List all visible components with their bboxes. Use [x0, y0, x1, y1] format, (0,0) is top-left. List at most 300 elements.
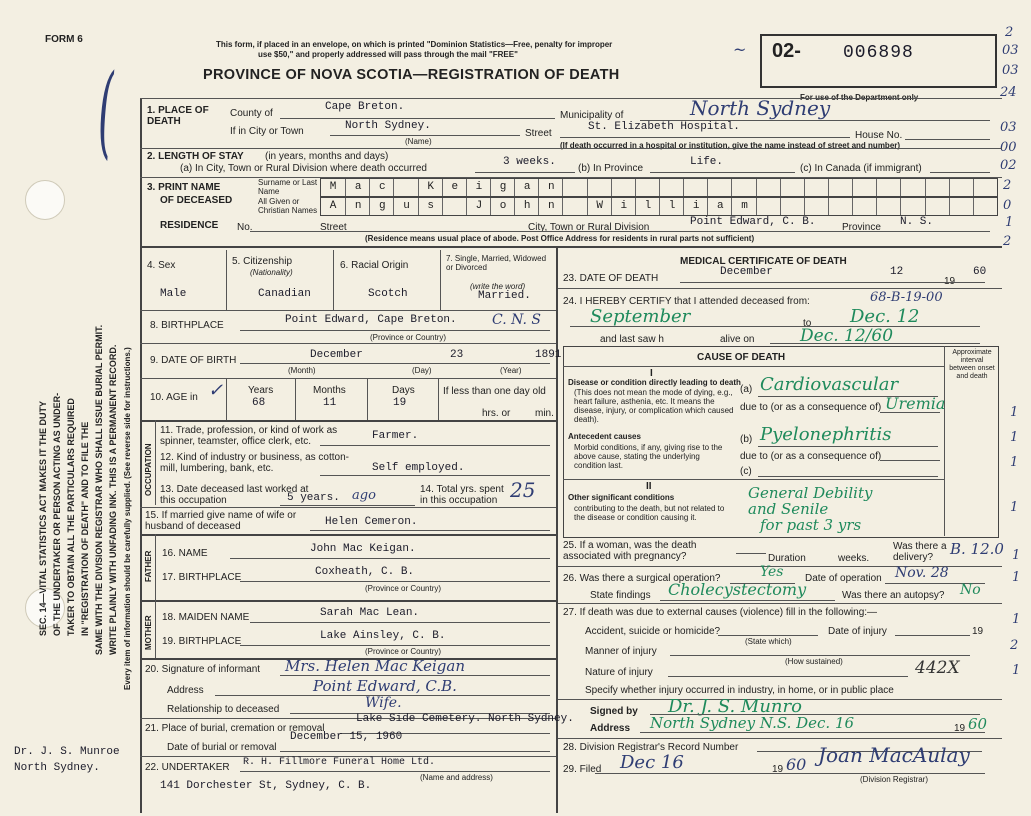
surname-cell — [925, 179, 950, 196]
rule — [280, 118, 555, 119]
rule — [240, 363, 550, 364]
occupation-section-label: OCCUPATION — [144, 443, 153, 496]
surname-cell — [587, 179, 612, 196]
signed-hand: Dr. J. S. Munro — [668, 696, 802, 717]
rule — [140, 148, 1002, 149]
hospital-note: (If death occurred in a hospital or institution, give the name instead of street and number) — [560, 141, 901, 150]
age-years: 68 — [252, 397, 266, 409]
given-label: All Given or Christian Names — [258, 197, 318, 215]
other-conditions-label: Other significant conditions — [568, 493, 675, 502]
cause-a-hand: Cardiovascular — [760, 374, 899, 395]
surname-cell — [635, 179, 660, 196]
house-label: House No. — [855, 130, 903, 141]
margin-code-13: 1 — [1010, 430, 1019, 445]
trade-label: 11. Trade, profession, or kind of work as spinner, teamster, office clerk, etc. — [160, 425, 338, 447]
hrs-label: hrs. or — [482, 408, 511, 419]
margin-code-7: 02 — [1000, 158, 1017, 173]
lastworked-hand: ago — [352, 488, 376, 503]
residence-note: (Residence means usual place of abode. Post Office Address for residents in rural parts not sufficient) — [365, 234, 755, 243]
death-date-label: 23. DATE OF DEATH — [563, 273, 659, 284]
given-cell: l — [635, 198, 660, 215]
county-value: Cape Breton. — [325, 101, 405, 113]
surname-cell — [780, 179, 805, 196]
delivery-hand: B. 12.0 — [950, 540, 1004, 558]
given-cell: m — [731, 198, 756, 215]
margin-code-15: 1 — [1010, 500, 1019, 515]
death-year-prefix: 19 — [944, 276, 956, 287]
informant-address: Point Edward, C.B. — [313, 677, 457, 695]
due-to-2: due to (or as a consequence of) — [740, 451, 882, 462]
column-divider — [556, 246, 558, 813]
surname-cell: M — [329, 181, 337, 193]
rule — [240, 645, 550, 646]
birthplace-caption: (Province or Country) — [370, 333, 447, 342]
undertaker-name: R. H. Fillmore Funeral Home Ltd. — [243, 757, 436, 768]
findings-label: State findings — [590, 590, 651, 601]
margin-code-5: 03 — [1000, 120, 1017, 135]
less-than-day-label: If less than one day old — [443, 386, 546, 397]
surname-cell: e — [442, 179, 467, 196]
surname-cell: a — [345, 179, 370, 196]
place-of-death-label: 1. PLACE OF DEATH — [147, 105, 209, 127]
lastworked-value: 5 years. — [287, 492, 340, 504]
street-label: Street — [525, 128, 552, 139]
antecedent-note: Morbid conditions, if any, giving rise to the above cause, stating the underlying condition last. — [574, 443, 723, 470]
given-cell — [442, 198, 467, 215]
city-name-caption: (Name) — [405, 137, 432, 146]
surname-cell — [756, 179, 781, 196]
rule — [736, 553, 766, 554]
given-cell — [852, 198, 877, 215]
cause-b-label: (b) — [740, 434, 753, 445]
attended-to-label: to — [803, 318, 812, 329]
duration-label: Duration — [768, 553, 806, 564]
registrar-caption: (Division Registrar) — [860, 775, 929, 784]
how-caption: (How sustained) — [785, 657, 843, 666]
surname-cell — [949, 179, 974, 196]
occupation-bracket — [155, 420, 156, 505]
residence-province: N. S. — [900, 216, 934, 228]
rule — [250, 622, 550, 623]
municipality-label: Municipality of — [560, 110, 624, 121]
injury-year-prefix: 19 — [972, 626, 984, 637]
specify-label: Specify whether injury occurred in industry, in home, or in public place — [585, 685, 894, 696]
given-cell: l — [659, 198, 684, 215]
given-cell: i — [611, 198, 636, 215]
citizenship-sub: (Nationality) — [250, 268, 293, 277]
due-to-1: due to (or as a consequence of) — [740, 402, 882, 413]
surname-cell — [828, 179, 853, 196]
margin-code-19: 2 — [1010, 638, 1019, 653]
relationship-value: Wife. — [365, 695, 402, 711]
surname-cell — [900, 179, 925, 196]
residence-city-label: City, Town or Rural Division — [528, 222, 650, 233]
surname-cell — [804, 179, 829, 196]
marital-value: Married. — [478, 290, 531, 302]
undertaker-label: 22. UNDERTAKER — [145, 762, 230, 773]
mother-caption: (Province or Country) — [365, 647, 442, 656]
op-date-label: Date of operation — [805, 573, 882, 584]
margin-code-1: 2 — [1005, 25, 1014, 40]
given-cell: n — [538, 198, 563, 215]
envelope-note-1: This form, if placed in an envelope, on which is printed "Dominion Statistics—Free, penalty for improper — [216, 40, 613, 49]
side-notice-1: SEC. 14—VITAL STATISTICS ACT MAKES IT THE DUTY — [38, 400, 48, 636]
margin-code-12: 1 — [1010, 405, 1019, 420]
autopsy-hand: No — [960, 582, 981, 598]
surname-letter-grid — [320, 178, 998, 197]
mother-birthplace-label: 19. BIRTHPLACE — [162, 636, 242, 647]
residence-province-label: Province — [842, 222, 881, 233]
death-day: 12 — [890, 266, 904, 278]
rule — [438, 378, 439, 420]
relationship-label: Relationship to deceased — [167, 704, 280, 715]
surname-cell — [393, 179, 418, 196]
q27-label: 27. If death was due to external causes (violence) fill in the following:— — [563, 607, 878, 618]
birthplace-label: 8. BIRTHPLACE — [150, 320, 224, 331]
state-which-caption: (State which) — [745, 637, 792, 646]
surname-cell — [683, 179, 708, 196]
rule — [240, 330, 550, 331]
side-notice-3: TAKER TO OBTAIN ALL THE PARTICULARS REQUIRED — [66, 398, 76, 636]
age-years-label: Years — [248, 385, 274, 396]
physician-stamp-1: Dr. J. S. Munroe — [14, 746, 120, 758]
surname-cell: c — [369, 179, 394, 196]
racial-value: Scotch — [368, 288, 408, 300]
industry-label: 12. Kind of industry or business, as cotton-mill, lumbering, bank, etc. — [160, 452, 349, 474]
rule — [226, 378, 227, 420]
surname-label: Surname or Last Name — [258, 178, 318, 196]
rule — [295, 378, 296, 420]
op-date-hand: Nov. 28 — [895, 565, 949, 581]
surname-cell — [707, 179, 732, 196]
cause-b-hand: Pyelonephritis — [760, 424, 892, 445]
surname-cell: i — [466, 179, 491, 196]
sex-value: Male — [160, 288, 187, 300]
city-value: North Sydney. — [345, 120, 431, 132]
alive-on-label: alive on — [720, 334, 755, 345]
total-years-hand: 25 — [510, 478, 536, 502]
citizenship-value: Canadian — [258, 288, 311, 300]
q26-hand: Yes — [760, 564, 784, 580]
dept-use-label: For use of the Department only — [800, 93, 919, 102]
industry-value: Self employed. — [372, 462, 465, 474]
physician-stamp-2: North Sydney. — [14, 762, 100, 774]
margin-code-17: 1 — [1012, 570, 1021, 585]
trade-value: Farmer. — [372, 430, 419, 442]
undertaker-address: 141 Dorchester St, Sydney, C. B. — [160, 780, 372, 792]
last-saw-label: and last saw h — [600, 334, 664, 345]
rule — [140, 534, 556, 536]
rule — [140, 246, 1002, 248]
given-cell: W — [587, 198, 612, 215]
rule — [250, 231, 990, 232]
given-cell — [925, 198, 950, 215]
punch-hole-top — [25, 180, 65, 220]
surname-cell — [973, 179, 998, 196]
side-notice-2: OF THE UNDERTAKER OR PERSON ACTING AS UNDER- — [52, 392, 62, 636]
margin-code-8: 2 — [1003, 178, 1012, 193]
disease-note: (This does not mean the mode of dying, e.g., heart failure, asthenia, etc. It means the disease, injury, or complication which caused death). — [574, 388, 734, 424]
surname-cell: K — [418, 179, 443, 196]
rule — [140, 310, 556, 311]
county-label: County of — [230, 108, 273, 119]
rule — [560, 137, 850, 138]
age-months: 11 — [323, 397, 337, 409]
margin-code-6: 00 — [1000, 140, 1017, 155]
rule — [758, 446, 938, 447]
informant-signature: Mrs. Helen Mac Keigan — [285, 657, 465, 675]
rule — [558, 738, 1002, 739]
rule — [930, 172, 990, 173]
attended-from-hand: September — [590, 306, 691, 327]
filed-year-prefix: 19 — [772, 764, 784, 775]
q26-label: 26. Was there a surgical operation? — [563, 573, 721, 584]
attended-to-hand: Dec. 12 — [850, 306, 920, 327]
filed-year-hand: 60 — [786, 755, 807, 774]
last-saw-hand: Dec. 12/60 — [800, 326, 894, 346]
given-cell: A — [329, 200, 337, 212]
surname-cell: a — [514, 179, 539, 196]
age-label: 10. AGE in — [150, 392, 198, 403]
surname-cell: n — [538, 179, 563, 196]
marital-sub: (write the word) — [470, 282, 526, 291]
other-hand-2: and Senile — [748, 500, 829, 518]
informant-sig-label: 20. Signature of informant — [145, 664, 261, 675]
burial-place: Lake Side Cemetery. North Sydney. — [356, 713, 574, 725]
margin-code-16: 1 — [1012, 548, 1021, 563]
other-conditions-note: contributing to the death, but not related to the disease or condition causing it. — [574, 504, 725, 522]
birthplace-value: Point Edward, Cape Breton. — [285, 314, 457, 326]
given-cell: g — [369, 198, 394, 215]
margin-code-20: 1 — [1012, 663, 1021, 678]
reg-prefix: 02- — [772, 40, 801, 62]
dob-day-caption: (Day) — [412, 366, 432, 375]
rule — [880, 412, 940, 413]
given-cell: J — [466, 198, 491, 215]
dob-month-caption: (Month) — [288, 366, 316, 375]
rule — [660, 600, 835, 601]
q25-label: 25. If a woman, was the death associated with pregnancy? — [563, 540, 697, 562]
given-cell: s — [418, 198, 443, 215]
margin-code-3: 03 — [1002, 63, 1019, 78]
q29-label: 29. Filed — [563, 764, 602, 775]
rule — [333, 250, 334, 310]
rule — [563, 479, 944, 480]
address-year-prefix: 19 — [954, 723, 966, 734]
age-check: ✓ — [208, 380, 224, 401]
cause-heading: CAUSE OF DEATH — [697, 352, 786, 363]
envelope-note-2: use $50," and properly addressed will pass through the mail "FREE" — [258, 50, 518, 59]
rule — [230, 558, 550, 559]
burial-date: December 15, 1960 — [290, 731, 403, 743]
cause-c-label: (c) — [740, 466, 752, 477]
mother-maiden-label: 18. MAIDEN NAME — [162, 612, 250, 623]
given-cell — [756, 198, 781, 215]
interval-heading: Approximate interval between onset and death — [949, 349, 995, 380]
rule — [758, 476, 938, 477]
margin-code-18: 1 — [1012, 612, 1021, 627]
margin-code-14: 1 — [1010, 455, 1019, 470]
margin-code-11: 2 — [1003, 234, 1012, 249]
rule — [140, 420, 556, 422]
given-cell — [780, 198, 805, 215]
given-cell: n — [345, 198, 370, 215]
undertaker-caption: (Name and address) — [420, 773, 493, 782]
side-pen-mark: ( — [98, 55, 114, 171]
part-one-label: I — [650, 368, 653, 379]
dob-month: December — [310, 349, 363, 361]
autopsy-label: Was there an autopsy? — [842, 590, 945, 601]
rule — [367, 378, 368, 420]
disease-label: Disease or condition directly leading to death — [568, 378, 741, 387]
interval-divider — [944, 346, 945, 536]
burial-date-label: Date of burial or removal — [167, 742, 277, 753]
father-bracket — [155, 534, 156, 600]
print-name-label-1: 3. PRINT NAME — [147, 182, 221, 193]
delivery-label: Was there a delivery? — [893, 541, 947, 563]
municipality-hand: North Sydney — [690, 96, 831, 120]
other-hand-3: for past 3 yrs — [760, 516, 862, 534]
given-cell: h — [514, 198, 539, 215]
rule — [140, 378, 556, 379]
sex-label: 4. Sex — [147, 260, 176, 271]
q28-label: 28. Division Registrar's Record Number — [563, 742, 739, 753]
rule — [280, 675, 550, 676]
dob-day: 23 — [450, 349, 464, 361]
lastworked-label: 13. Date deceased last worked at this occupation — [160, 484, 309, 506]
weeks-label: weeks. — [838, 553, 870, 564]
filed-hand: Dec 16 — [620, 752, 684, 773]
dob-label: 9. DATE OF BIRTH — [150, 355, 237, 366]
margin-code-4: 24 — [1000, 85, 1017, 100]
medical-heading: MEDICAL CERTIFICATE OF DEATH — [680, 256, 847, 267]
rule — [140, 98, 1002, 99]
other-hand-1: General Debility — [748, 484, 873, 502]
rule — [563, 366, 944, 367]
rule — [140, 600, 556, 602]
dob-year: 1891 — [535, 349, 562, 361]
citizenship-label: 5. Citizenship — [232, 256, 293, 267]
rule — [330, 135, 520, 136]
stay-b-value: Life. — [690, 156, 724, 168]
mother-section-label: MOTHER — [144, 615, 153, 650]
side-notice-6: WRITE PLAINLY WITH UNFADING INK. THIS IS A PERMANENT RECORD. — [108, 344, 118, 655]
rule — [240, 581, 550, 582]
surname-cell — [562, 179, 587, 196]
nature-hand: 442X — [915, 658, 960, 678]
length-of-stay-sub: (in years, months and days) — [265, 151, 389, 162]
rule — [320, 445, 550, 446]
signed-label: Signed by — [590, 706, 638, 717]
rule — [558, 288, 1002, 289]
residence-label: RESIDENCE — [160, 220, 219, 231]
medical-address-hand: North Sydney N.S. Dec. 16 — [650, 714, 855, 732]
margin-code-10: 1 — [1005, 215, 1014, 230]
surname-cell — [876, 179, 901, 196]
stay-c-label: (c) In Canada (if immigrant) — [800, 163, 922, 174]
stay-a-value: 3 weeks. — [503, 156, 556, 168]
spouse-label: 15. If married give name of wife or husband of deceased — [145, 510, 297, 532]
cause-a-label: (a) — [740, 384, 753, 395]
rule — [650, 172, 795, 173]
father-caption: (Province or Country) — [365, 584, 442, 593]
surname-cell — [659, 179, 684, 196]
given-cell — [973, 198, 998, 215]
rule — [226, 250, 227, 310]
rule — [895, 635, 970, 636]
residence-city: Point Edward, C. B. — [690, 216, 816, 228]
given-cell — [949, 198, 974, 215]
form-label: FORM 6 — [45, 34, 83, 45]
side-notice-5: SAME WITH THE DIVISION REGISTRAR WHO SHALL ISSUE BURIAL PERMIT. — [94, 324, 104, 655]
father-birthplace: Coxheath, C. B. — [315, 566, 415, 578]
death-year: 60 — [973, 266, 987, 278]
father-name: John Mac Keigan. — [310, 543, 416, 555]
rule — [320, 475, 550, 476]
accident-label: Accident, suicide or homicide? — [585, 626, 721, 637]
part-two-label: II — [646, 481, 652, 492]
rule — [240, 771, 550, 772]
rule — [280, 505, 415, 506]
rule — [640, 732, 985, 733]
surname-cell — [852, 179, 877, 196]
reg-number: 006898 — [843, 43, 914, 63]
form-title: PROVINCE OF NOVA SCOTIA—REGISTRATION OF DEATH — [203, 67, 620, 83]
certify-label: 24. I HEREBY CERTIFY that I attended deceased from: — [563, 296, 810, 307]
stay-a-label: (a) In City, Town or Rural Division where death occurred — [180, 163, 427, 174]
findings-hand: Cholecystectomy — [668, 580, 807, 599]
certify-code: 68-B-19-00 — [870, 290, 943, 305]
residence-street-label: Street — [320, 222, 347, 233]
stay-b-label: (b) In Province — [578, 163, 644, 174]
age-months-label: Months — [313, 385, 346, 396]
racial-label: 6. Racial Origin — [340, 260, 409, 271]
given-cell — [828, 198, 853, 215]
birthplace-hand: C. N. S — [492, 312, 541, 328]
rule — [595, 773, 985, 774]
death-month: December — [720, 266, 773, 278]
given-cell: o — [490, 198, 515, 215]
age-days-label: Days — [392, 385, 415, 396]
margin-code-9: 0 — [1003, 198, 1012, 213]
min-label: min. — [535, 408, 554, 419]
rule — [140, 343, 556, 344]
nature-label: Nature of injury — [585, 667, 653, 678]
margin-code-2: 03 — [1002, 43, 1019, 58]
antecedent-label: Antecedent causes — [568, 432, 641, 441]
given-cell — [876, 198, 901, 215]
dob-year-caption: (Year) — [500, 366, 522, 375]
address-year-hand: 60 — [968, 715, 988, 733]
rule — [880, 460, 940, 461]
rule — [905, 139, 990, 140]
mother-birthplace: Lake Ainsley, C. B. — [320, 630, 446, 642]
medical-address-label: Address — [590, 723, 631, 734]
marital-label: 7. Single, Married, Widowed or Divorced — [446, 254, 547, 272]
rule — [670, 655, 970, 656]
given-cell: u — [393, 198, 418, 215]
informant-address-label: Address — [167, 685, 204, 696]
father-birthplace-label: 17. BIRTHPLACE — [162, 572, 242, 583]
rule — [440, 250, 441, 310]
rule — [570, 326, 980, 327]
manner-label: Manner of injury — [585, 646, 657, 657]
age-days: 19 — [393, 397, 407, 409]
given-letter-grid — [320, 197, 998, 216]
rule — [140, 507, 556, 508]
given-cell — [900, 198, 925, 215]
injury-date-label: Date of injury — [828, 626, 887, 637]
